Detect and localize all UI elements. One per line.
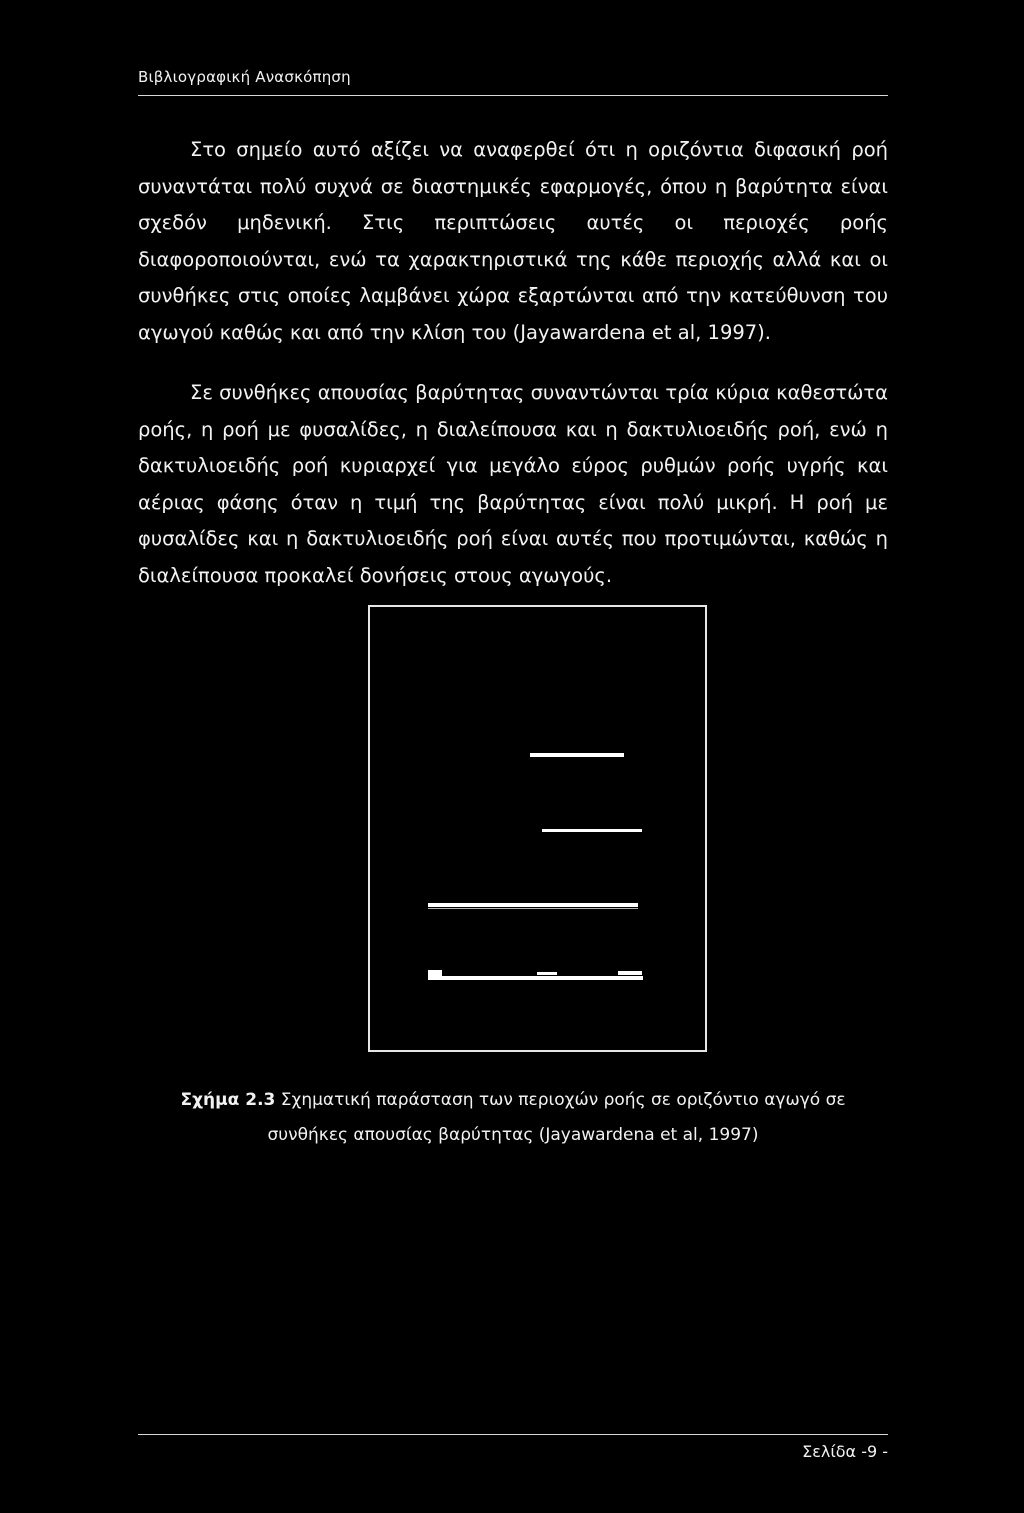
flow-regime-line-3 [428,903,638,907]
page-number: Σελίδα -9 - [802,1442,888,1461]
flow-regime-line-2 [542,829,642,832]
figure-caption [138,1083,888,1153]
flow-regime-line-4-mark-c [618,971,642,975]
flow-regime-line-3-shadow [428,908,638,909]
paragraph-2: Σε συνθήκες απουσίας βαρύτητας συναντώνται τρία κύρια καθεστώτα ροής, η ροή με φυσαλίδες, η διαλείπουσα και η δακτυλιοειδής ροή, ενώ η δακτυλιοειδής ροή κυριαρχεί για μεγάλο εύρος ρυθμών ροής υγρής και αέριας φάσης όταν η τιμή της βαρύτητας είναι πολύ μικρή. Η ροή με φυσαλίδες και η δακτυλιοειδής ροή είναι αυτές που προτιμώνται, καθώς η διαλείπουσα προκαλεί δονήσεις στους αγωγούς. [138,381,888,587]
figure-caption-text: Σχηματική παράσταση των περιοχών ροής σε οριζόντιο αγωγό σε συνθήκες απουσίας βαρύτητας (Jayawardena et al, 1997) [267,1090,846,1145]
footer-rule [138,1434,888,1435]
flow-regime-line-4-mark-b [537,972,557,975]
header-rule [138,95,888,96]
running-header: Βιβλιογραφική Ανασκόπηση [138,68,351,86]
figure-caption-label: Σχήμα 2.3 [180,1090,276,1110]
paragraph-1: Στο σημείο αυτό αξίζει να αναφερθεί ότι η οριζόντια διφασική ροή συναντάται πολύ συχνά σε διαστημικές εφαρμογές, όπου η βαρύτητα είναι σχεδόν μηδενική. Στις περιπτώσεις αυτές οι περιοχές ροής διαφοροποιούνται, ενώ τα χαρακτηριστικά της κάθε περιοχής αλλά και οι συνθήκες στις οποίες λαμβάνει χώρα εξαρτώνται από την κατεύθυνση του αγωγού καθώς και από την κλίση του (Jayawardena et al, 1997). [138,138,888,344]
flow-regime-line-1 [530,753,624,757]
flow-regime-line-4-mark-a [428,970,442,976]
figure-flow-regime-map [368,605,707,1052]
flow-regime-line-4 [428,976,643,980]
